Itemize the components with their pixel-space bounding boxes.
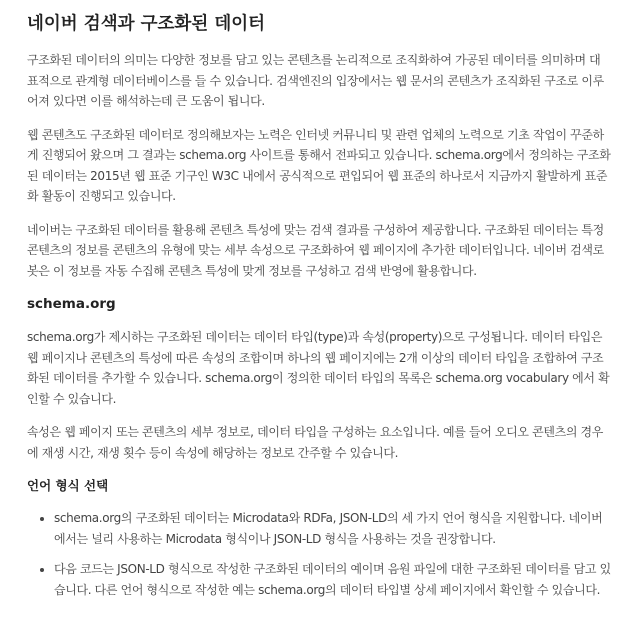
- intro-paragraph-3: 네이버는 구조화된 데이터를 활용해 콘텐츠 특성에 맞는 검색 결과를 구성하여 제공합니다. 구조화된 데이터는 특정 콘텐츠의 정보를 콘텐츠의 유형에 맞는 세부 속성으로 구조화하여 웹 페이지에 추가한 데이터입니다. 네이버 검색로봇은 이 정보를 자동 수집해 콘텐츠 특성에 맞게 정보를 구성하고 검색 반영에 활용합니다.: [27, 222, 604, 278]
- page-title: 네이버 검색과 구조화된 데이터: [27, 14, 266, 34]
- schema-paragraph-2: 속성은 웹 페이지 또는 콘텐츠의 세부 정보로, 데이터 타입을 구성하는 요소입니다. 예를 들어 오디오 콘텐츠의 경우에 재생 시간, 재생 횟수 등이 속성에 해당하는 정보로 간주할 수 있습니다.: [27, 425, 604, 460]
- intro-paragraph-1: 구조화된 데이터의 의미는 다양한 정보를 담고 있는 콘텐츠를 논리적으로 조직화하여 가공된 데이터를 의미하며 대표적으로 관계형 데이터베이스를 들 수 있습니다. 검색엔진의 입장에서는 웹 문서의 콘텐츠가 조직화된 구조로 이루어져 있다면 이를 해석하는데 큰 도움이 됩니다.: [27, 53, 604, 108]
- list-item: • schema.org의 구조화된 데이터는 Microdata와 RDFa, JSON-LD의 세 가지 언어 형식을 지원합니다. 네이버에서는 널리 사용하는 Microdata 형식이나 JSON-LD 형식을 사용하는 것을 권장합니다.: [54, 508, 611, 549]
- schema-section-heading: schema.org: [27, 296, 116, 312]
- language-section-heading: 언어 형식 선택: [27, 478, 109, 493]
- language-format-list: [27, 508, 611, 600]
- schema-paragraph-1: schema.org가 제시하는 구조화된 데이터는 데이터 타입(type)과 속성(property)으로 구성됩니다. 데이터 타입은 웹 페이지나 콘텐츠의 특성에 따른 속성의 조합이며 하나의 웹 페이지에는 2개 이상의 데이터 타입을 조합하여 구조화된 데이터를 추가할 수 있습니다. schema.org이 정의한 데이터 타입의 목록은 schema.org vocabulary 에서 확인할 수 있습니다.: [27, 330, 610, 406]
- intro-paragraph-2: 웹 콘텐츠도 구조화된 데이터로 정의해보자는 노력은 인터넷 커뮤니티 및 관련 업체의 노력으로 기초 작업이 꾸준하게 진행되어 왔으며 그 결과는 schema.org 사이트를 통해서 전파되고 있습니다. schema.org에서 정의하는 구조화된 데이터는 2015년 웹 표준 기구인 W3C 내에서 공식적으로 편입되어 웹 표준의 하나로서 지금까지 활발하게 표준화 활동이 진행되고 있습니다.: [27, 127, 611, 203]
- list-item: • 다음 코드는 JSON-LD 형식으로 작성한 구조화된 데이터의 예이며 음원 파일에 대한 구조화된 데이터를 담고 있습니다. 다른 언어 형식으로 작성한 예는 schema.org의 데이터 타입별 상세 페이지에서 확인할 수 있습니다.: [54, 559, 611, 600]
